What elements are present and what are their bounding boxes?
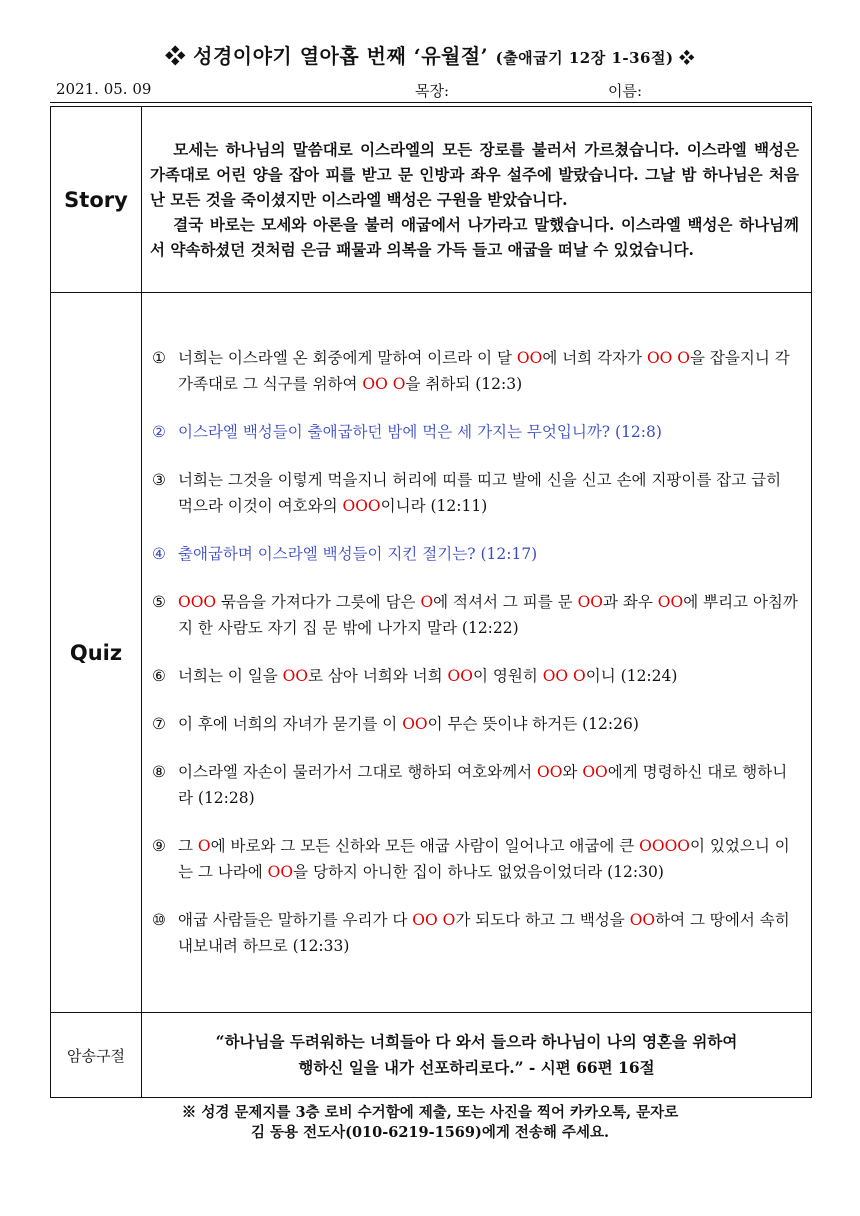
blank-placeholder: OO: [282, 666, 309, 685]
quiz-item: [152, 711, 799, 737]
question-text: 묶음을 가져다가 그릇에 담은: [216, 592, 421, 611]
story-paragraph-2: 결국 바로는 모세와 아론을 불러 애굽에서 나가라고 말했습니다. 이스라엘 백성은 하나님께서 약속하셨던 것처럼 은금 패물과 의복을 가득 들고 애굽을 떠날 수 있었습니다.: [150, 215, 799, 259]
quiz-item: [152, 419, 799, 445]
quiz-label: Quiz: [51, 293, 142, 1013]
worksheet-table: [50, 106, 812, 1098]
quiz-question: [178, 419, 799, 445]
blank-placeholder: OO: [582, 762, 608, 781]
question-text: 너희는 이스라엘 온 회중에게 말하여 이르라 이 달: [178, 348, 517, 367]
quiz-number: ⑩: [152, 910, 166, 929]
quiz-question: [178, 759, 799, 811]
memory-verse: [142, 1013, 812, 1098]
blank-placeholder: OO O: [362, 374, 406, 393]
blank-placeholder: OOO: [342, 496, 381, 515]
date-text: 2021. 05. 09: [56, 80, 152, 98]
blank-placeholder: OO: [536, 762, 563, 781]
footer-line-1: ※ 성경 문제지를 3층 로비 수거함에 제출, 또는 사진을 찍어 카카오톡, 문자로: [181, 1104, 679, 1121]
blank-placeholder: OO: [657, 592, 684, 611]
story-paragraph-1: 모세는 하나님의 말씀대로 이스라엘의 모든 장로를 불러서 가르쳤습니다. 이스라엘 백성은 가족대로 어린 양을 잡아 피를 받고 문 인방과 좌우 설주에 발랐습니다. 그날 밤 하나님은 처음 난 모든 것을 죽이셨지만 이스라엘 백성은 구원을 받았습니다.: [150, 140, 799, 209]
blank-placeholder: OO: [516, 348, 543, 367]
question-text: 을 취하되 (12:3): [405, 374, 523, 393]
quiz-number: ⑥: [152, 666, 166, 685]
quiz-number: ⑦: [152, 714, 166, 733]
quiz-number: ⑨: [152, 836, 166, 855]
quiz-item: [152, 467, 799, 519]
question-text: 이니 (12:24): [585, 666, 678, 685]
quiz-list: [142, 293, 812, 1013]
blank-placeholder: OOOO: [639, 836, 690, 855]
blank-placeholder: OO: [267, 862, 294, 881]
quiz-question: [178, 345, 799, 397]
quiz-question: [178, 541, 799, 567]
question-text: 출애굽하며 이스라엘 백성들이 지킨 절기는? (12:17): [178, 544, 538, 563]
quiz-question: [178, 467, 799, 519]
question-text: 가 되도다 하고 그 백성을: [455, 910, 630, 929]
question-text: 하여 그 땅에서 속히 내보내려 하므로 (12:33): [178, 910, 790, 955]
blank-placeholder: O: [420, 592, 434, 611]
blank-placeholder: OO O: [412, 910, 456, 929]
question-text: 과 좌우: [603, 592, 658, 611]
quiz-number: ⑧: [152, 762, 166, 781]
quiz-number: ⑤: [152, 592, 166, 611]
footer-note: [0, 1103, 860, 1143]
question-text: 이스라엘 자손이 물러가서 그대로 행하되 여호와께서: [178, 762, 537, 781]
question-text: 너희는 이 일을: [178, 666, 283, 685]
question-text: 이 영원히: [472, 666, 543, 685]
question-text: 이스라엘 백성들이 출애굽하던 밤에 먹은 세 가지는 무엇입니까? (12:8): [178, 422, 662, 441]
footer-line-2: 김 동용 전도사(010-6219-1569)에게 전송해 주세요.: [250, 1124, 610, 1141]
question-text: 이 후에 너희의 자녀가 묻기를 이: [178, 714, 403, 733]
question-text: 을 잡을지니 각 가족대로 그 식구를 위하여: [178, 348, 790, 393]
question-text: 에 바로와 그 모든 신하와 모든 애굽 사람이 일어나고 애굽에 큰: [210, 836, 640, 855]
memory-verse-label: 암송구절: [51, 1013, 142, 1098]
question-text: 너희는 그것을 이렇게 먹을지니 허리에 띠를 띠고 발에 신을 신고 손에 지팡이를 잡고 급히 먹으라 이것이 여호와의: [178, 470, 782, 515]
question-text: 애굽 사람들은 말하기를 우리가 다: [178, 910, 413, 929]
blank-placeholder: OO O: [646, 348, 690, 367]
blank-placeholder: OO: [577, 592, 603, 611]
blank-placeholder: OOO: [178, 592, 217, 611]
quiz-item: [152, 345, 799, 397]
quiz-number: ③: [152, 470, 166, 489]
quiz-question: [178, 833, 799, 885]
header-divider: [50, 102, 812, 103]
question-text: 에 적셔서 그 피를 문: [433, 592, 578, 611]
quiz-item: [152, 907, 799, 959]
blank-placeholder: O: [197, 836, 211, 855]
question-text: 에 뿌리고 아침까지 한 사람도 자기 집 문 밖에 나가지 말라 (12:22): [178, 592, 798, 637]
question-text: 에 너희 각자가: [542, 348, 647, 367]
memory-verse-line-2: 행하신 일을 내가 선포하리로다.” - 시편 66편 16절: [298, 1058, 655, 1077]
quiz-item: [152, 589, 799, 641]
quiz-question: [178, 907, 799, 959]
blank-placeholder: OO O: [542, 666, 586, 685]
title-main: ❖ 성경이야기 열아홉 번째 ‘유월절’: [165, 44, 489, 68]
question-text: 이니라 (12:11): [380, 496, 488, 515]
quiz-number: ①: [152, 348, 166, 367]
page-title: [0, 40, 860, 69]
quiz-question: [178, 711, 799, 737]
question-text: 에게 명령하신 대로 행하니라 (12:28): [178, 762, 788, 807]
story-label: Story: [51, 107, 142, 293]
blank-placeholder: OO: [402, 714, 428, 733]
quiz-item: [152, 541, 799, 567]
quiz-item: [152, 759, 799, 811]
question-text: 와: [562, 762, 583, 781]
question-text: 이 있었으니 이는 그 나라에: [178, 836, 790, 881]
title-reference: (출애굽기 12장 1-36절) ❖: [495, 49, 695, 67]
quiz-number: ④: [152, 544, 166, 563]
question-text: 이 무슨 뜻이냐 하거든 (12:26): [427, 714, 639, 733]
header-row: [50, 80, 812, 102]
blank-placeholder: OO: [447, 666, 473, 685]
question-text: 로 삼아 너희와 너희: [308, 666, 448, 685]
quiz-item: [152, 663, 799, 689]
quiz-item: [152, 833, 799, 885]
memory-verse-line-1: “하나님을 두려워하는 너희들아 다 와서 들으라 하나님이 나의 영혼을 위하여: [215, 1032, 738, 1051]
pastor-label: 목장:: [415, 82, 450, 100]
quiz-number: ②: [152, 422, 166, 441]
quiz-question: [178, 589, 799, 641]
question-text: 을 당하지 아니한 집이 하나도 없었음이었더라 (12:30): [293, 862, 664, 881]
blank-placeholder: OO: [629, 910, 656, 929]
quiz-question: [178, 663, 799, 689]
name-label: 이름:: [608, 82, 643, 100]
question-text: 그: [178, 836, 198, 855]
story-text: [142, 107, 812, 293]
